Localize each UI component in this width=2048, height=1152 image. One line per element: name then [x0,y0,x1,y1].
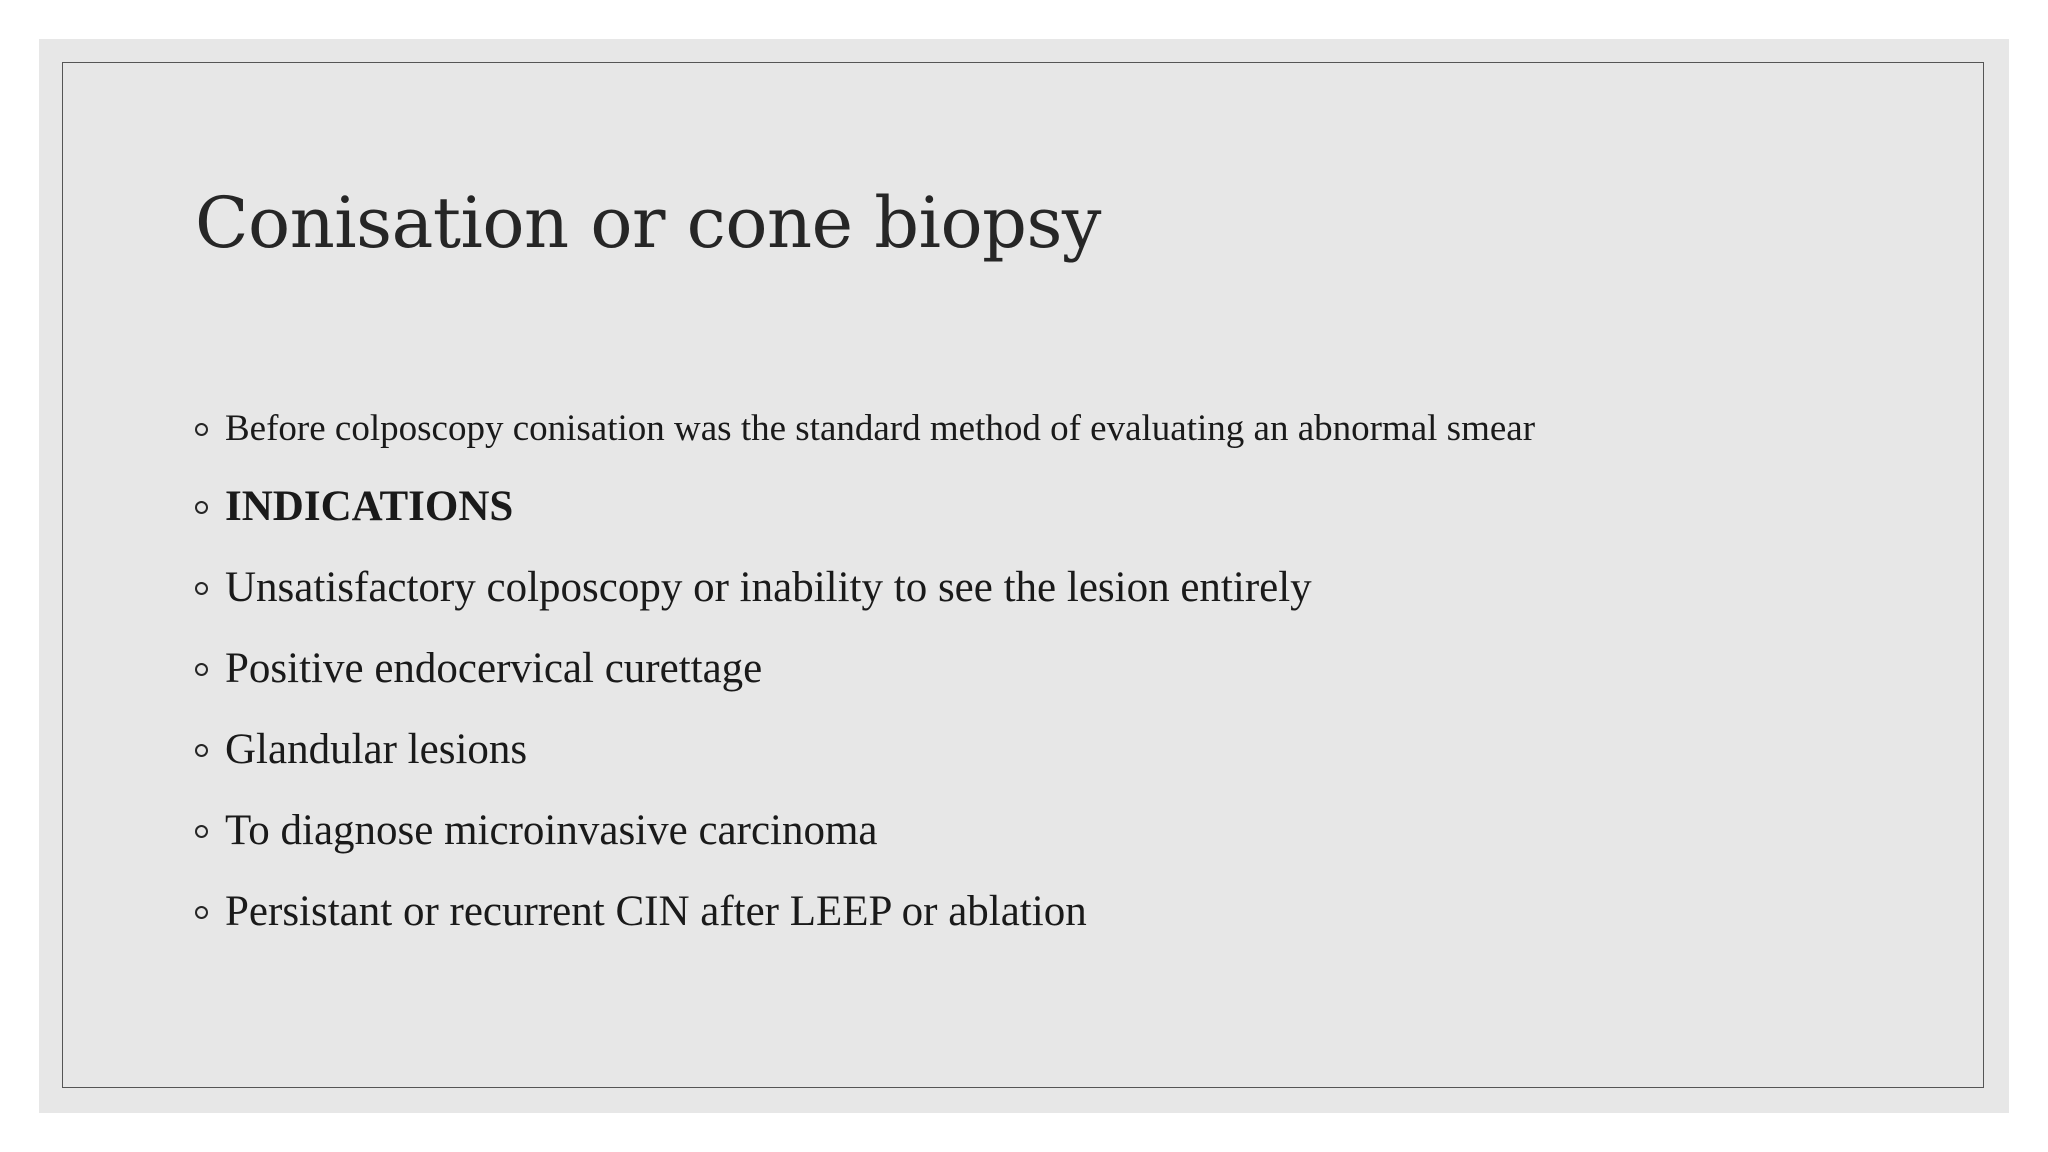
hollow-circle-icon [195,906,208,919]
bullet-text: Before colposcopy conisation was the standard method of evaluating an abnormal smear [225,408,1536,449]
slide-title: Conisation or cone biopsy [195,182,1101,264]
bullet-text: Glandular lesions [225,726,528,773]
hollow-circle-icon [195,825,208,838]
bullet-text: Persistant or recurrent CIN after LEEP or ablation [225,888,1087,935]
hollow-circle-icon [195,582,208,595]
bullet-heading-indications: INDICATIONS [225,483,514,530]
hollow-circle-icon [195,744,208,757]
hollow-circle-icon [195,501,208,514]
bullet-text: Unsatisfactory colposcopy or inability to see the lesion entirely [225,564,1312,611]
hollow-circle-icon [195,663,208,676]
bullet-text: Positive endocervical curettage [225,645,763,692]
bullet-text: To diagnose microinvasive carcinoma [225,807,878,854]
slide [39,39,2009,1113]
hollow-circle-icon [195,423,208,436]
